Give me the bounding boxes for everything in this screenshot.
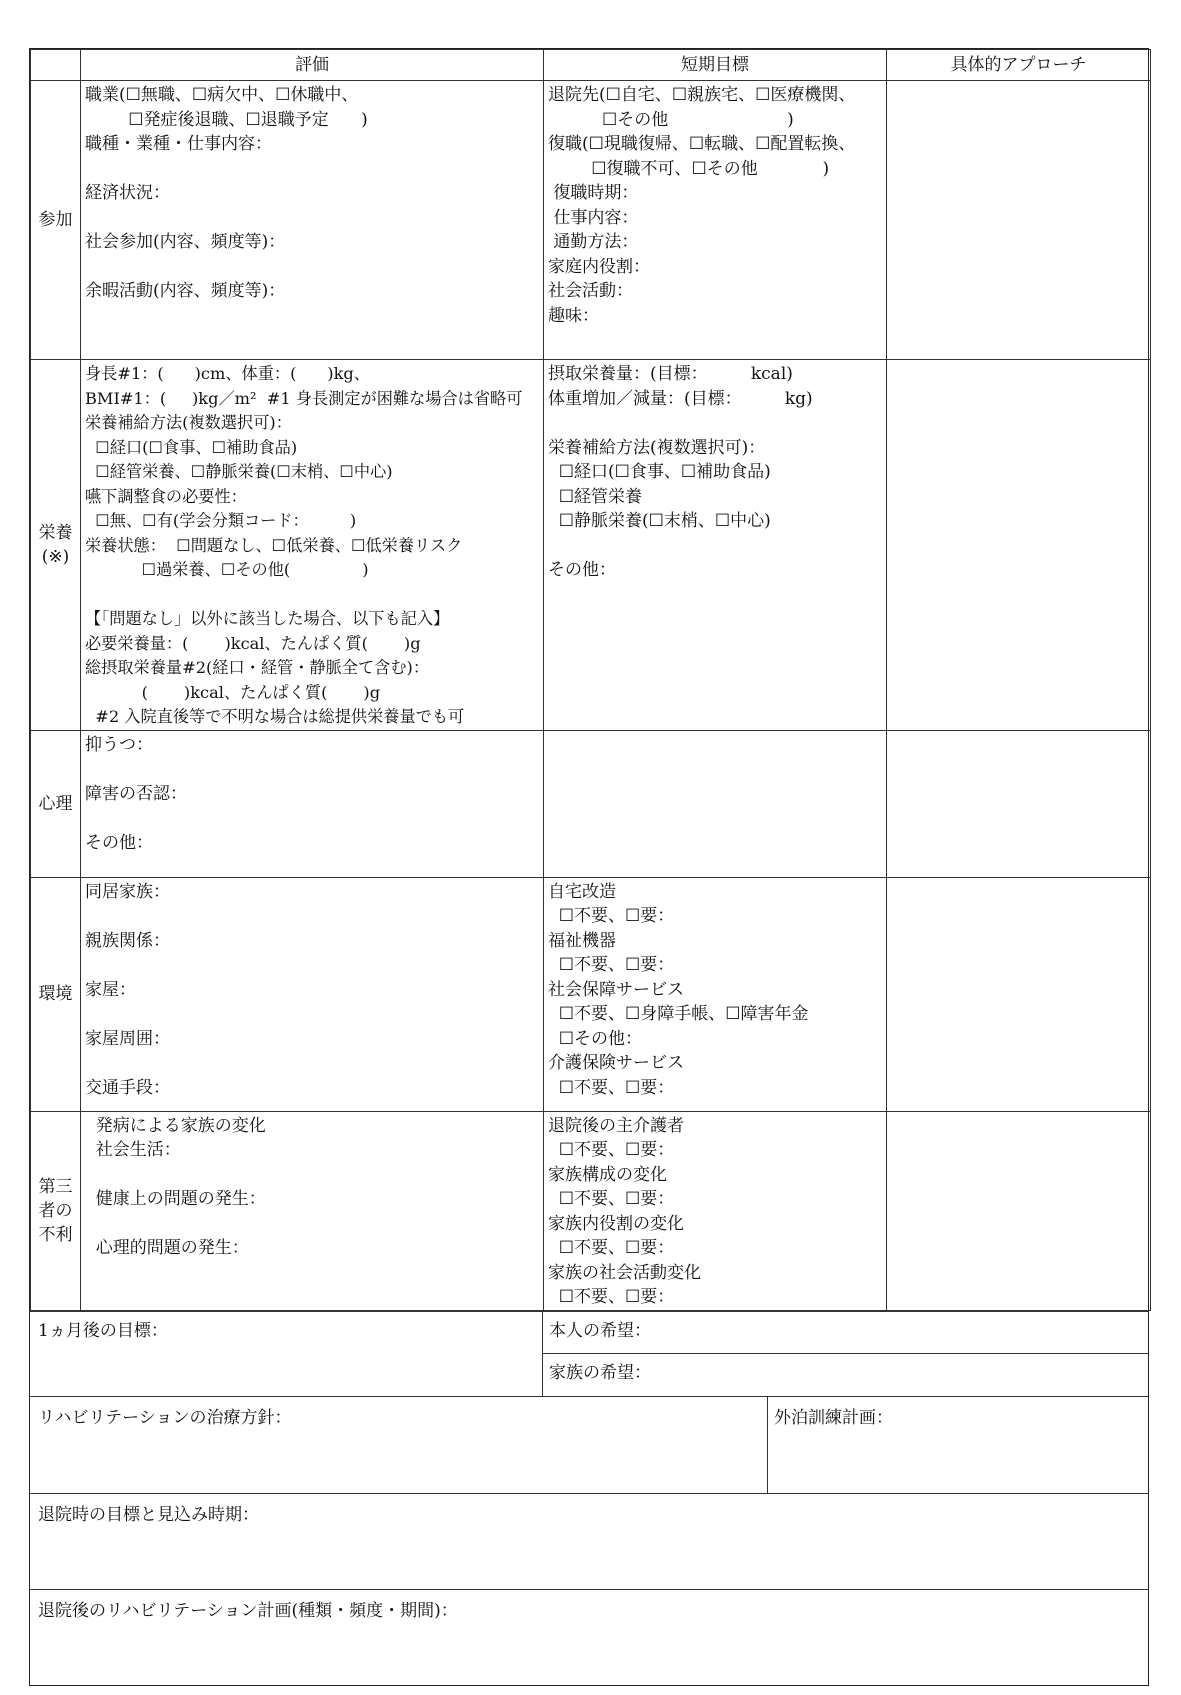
form-line: 嚥下調整食の必要性： (85, 486, 247, 506)
form-line (85, 157, 543, 182)
form-line: 親族関係： (85, 930, 170, 951)
third-party-approach[interactable] (887, 1111, 1151, 1310)
form-line: ☐その他： (548, 1028, 643, 1049)
form-line: 家族構成の変化 (548, 1164, 667, 1185)
header-short-term-goal: 短期目標 (544, 50, 887, 81)
discharge-goal[interactable]: 退院時の目標と見込み時期： (30, 1493, 1148, 1589)
form-line (85, 1212, 543, 1237)
form-line: 復職(☐現職復帰、☐転職、☐配置転換、 (548, 134, 856, 154)
form-line: 発病による家族の変化 (85, 1115, 266, 1136)
assessment-table (30, 49, 1151, 1311)
form-line: ☐不要、☐要： (548, 1238, 675, 1258)
form-line: 栄養補給方法(複数選択可)： (85, 413, 292, 432)
header-approach: 具体的アプローチ (887, 50, 1151, 81)
form-line (548, 534, 886, 559)
policy-row (30, 1396, 1148, 1493)
form-line: ☐不要、☐要： (548, 906, 675, 926)
form-line: 【「問題なし」以外に該当した場合、以下も記入】 (85, 609, 450, 628)
form-line: その他： (548, 560, 616, 580)
form-line (85, 953, 543, 978)
participation-goal[interactable] (544, 81, 886, 328)
row-environment (31, 877, 1151, 1111)
form-line (85, 583, 543, 608)
environment-approach[interactable] (887, 877, 1151, 1111)
form-line: 家族内役割の変化 (548, 1213, 684, 1234)
form-line: ☐不要、☐要： (548, 1189, 675, 1209)
form-line: 社会参加(内容、頻度等)： (85, 232, 286, 252)
form-line (85, 757, 543, 782)
form-line: 健康上の問題の発生： (85, 1189, 266, 1209)
form-line: 障害の否認： (85, 783, 187, 804)
nutrition-goal[interactable] (544, 360, 886, 583)
rehab-plan-sheet (29, 48, 1149, 1686)
category-participation: 参加 (31, 81, 81, 360)
form-line (85, 255, 543, 280)
form-line: 職種・業種・仕事内容： (85, 134, 272, 154)
environment-eval[interactable] (81, 878, 543, 1101)
form-line: 家屋： (85, 979, 136, 1000)
third-party-goal[interactable] (544, 1112, 886, 1310)
form-line (85, 806, 543, 831)
form-line: #2 入院直後等で不明な場合は総提供栄養量でも可 (85, 707, 465, 726)
third-party-eval[interactable] (81, 1112, 543, 1261)
wish-column (543, 1312, 1148, 1396)
form-line: 同居家族： (85, 881, 170, 902)
form-line: ( )kcal、たんぱく質( )g (85, 682, 381, 702)
form-line: 復職時期： (548, 183, 639, 203)
form-line (85, 206, 543, 231)
form-line: 体重増加／減量：(目標： kg) (548, 388, 813, 409)
row-nutrition (31, 360, 1151, 731)
form-line: 心理的問題の発生： (85, 1238, 249, 1258)
form-line: ☐過栄養、☐その他( ) (85, 560, 369, 579)
form-line: ☐不要、☐身障手帳、☐障害年金 (548, 1004, 809, 1024)
environment-goal[interactable] (544, 878, 886, 1101)
psychology-approach[interactable] (887, 730, 1151, 877)
form-line: 栄養状態： ☐問題なし、☐低栄養、☐低栄養リスク (85, 535, 463, 555)
form-line: 趣味： (548, 305, 599, 326)
header-blank (31, 50, 81, 81)
form-line: ☐経口(☐食事、☐補助食品) (85, 437, 298, 457)
category-third-party-label: 第三 者の 不利 (38, 1176, 73, 1245)
row-third-party (31, 1111, 1151, 1310)
form-line: ☐不要、☐要： (548, 1287, 675, 1307)
form-line (85, 1002, 543, 1027)
form-line: 総摂取栄養量#2(経口・経管・静脈全て含む)： (85, 658, 430, 677)
psychology-eval[interactable] (81, 731, 543, 856)
form-line: 通勤方法： (548, 232, 639, 252)
nutrition-eval[interactable] (81, 360, 543, 730)
family-wish[interactable]: 家族の希望： (549, 1362, 651, 1383)
form-line: その他： (85, 832, 153, 853)
form-line: 社会保障サービス (548, 979, 684, 1000)
psychology-goal[interactable] (544, 730, 887, 877)
form-line: ☐経管栄養、☐静脈栄養(☐末梢、☐中心) (85, 462, 393, 481)
form-line (85, 1051, 543, 1076)
form-line: 福祉機器 (548, 930, 616, 951)
form-line: 家庭内役割： (548, 256, 650, 277)
participation-eval[interactable] (81, 81, 543, 304)
form-line: 身長#1：( )cm、体重：( )kg、 (85, 364, 370, 383)
form-line: 社会活動： (548, 281, 633, 301)
form-line: 退院後の主介護者 (548, 1115, 684, 1136)
row-psychology (31, 730, 1151, 877)
form-line: 交通手段： (85, 1077, 170, 1098)
form-line: ☐発症後退職、☐退職予定 ) (85, 109, 368, 130)
form-line (548, 411, 886, 436)
form-line: 余暇活動(内容、頻度等)： (85, 281, 286, 301)
category-environment: 環境 (31, 877, 81, 1111)
form-line: ☐不要、☐要： (548, 1140, 675, 1160)
form-line: 家族の社会活動変化 (548, 1262, 701, 1283)
category-third-party (31, 1111, 81, 1310)
form-line: 抑うつ： (85, 734, 153, 755)
one-month-goal[interactable]: 1ヵ月後の目標： (30, 1312, 543, 1396)
form-line: ☐復職不可、☐その他 ) (548, 158, 830, 179)
patient-wish[interactable]: 本人の希望： (543, 1312, 1148, 1354)
post-discharge-plan[interactable]: 退院後のリハビリテーション計画(種類・頻度・期間)： (30, 1589, 1148, 1685)
form-line: BMI#1：( )kg／m² #1 身長測定が困難な場合は省略可 (85, 388, 523, 408)
form-line: 栄養補給方法(複数選択可)： (548, 437, 766, 458)
form-line: ☐不要、☐要： (548, 955, 675, 975)
form-line: 仕事内容： (548, 207, 639, 228)
form-line: ☐無、☐有(学会分類コード： ) (85, 511, 357, 530)
nutrition-approach[interactable] (887, 360, 1151, 731)
participation-approach[interactable] (887, 81, 1151, 360)
form-line (85, 1163, 543, 1188)
form-line: ☐経口(☐食事、☐補助食品) (548, 462, 771, 482)
form-line: 必要栄養量：( )kcal、たんぱく質( )g (85, 633, 421, 653)
row-participation (31, 81, 1151, 360)
rehab-policy[interactable]: リハビリテーションの治療方針： (30, 1397, 768, 1493)
form-line: 退院先(☐自宅、☐親族宅、☐医療機関、 (548, 85, 856, 105)
category-nutrition-label: 栄養 (※) (38, 522, 73, 567)
form-line: 経済状況： (85, 183, 170, 203)
header-evaluation: 評価 (81, 50, 544, 81)
form-line: 家屋周囲： (85, 1028, 170, 1049)
form-line: ☐その他 ) (548, 109, 794, 130)
goal-wish-row (30, 1311, 1148, 1396)
form-line: 摂取栄養量：(目標： kcal) (548, 364, 793, 384)
form-line: ☐経管栄養 (548, 486, 643, 507)
form-line: 介護保険サービス (548, 1053, 684, 1073)
category-nutrition (31, 360, 81, 731)
form-line (85, 904, 543, 929)
form-line: ☐不要、☐要： (548, 1077, 675, 1098)
form-line: ☐静脈栄養(☐末梢、☐中心) (548, 511, 771, 531)
category-psychology: 心理 (31, 730, 81, 877)
form-line: 職業(☐無職、☐病欠中、☐休職中、 (85, 85, 359, 105)
form-line: 自宅改造 (548, 881, 616, 902)
gaihaku-plan[interactable]: 外泊訓練計画： (774, 1407, 893, 1428)
form-line: 社会生活： (85, 1140, 181, 1160)
